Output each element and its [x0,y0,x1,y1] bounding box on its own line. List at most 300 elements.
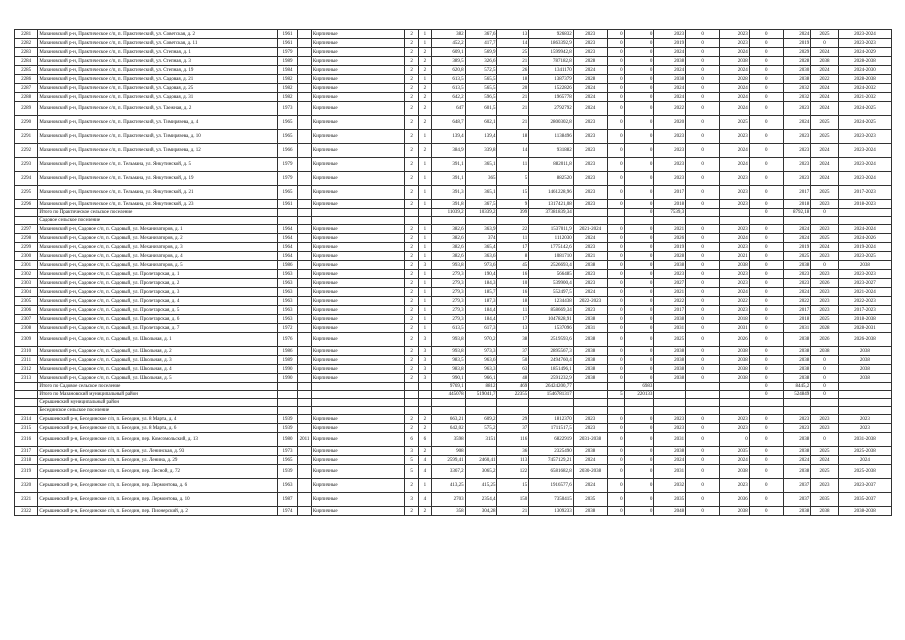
table-cell [298,217,312,225]
table-cell: 2024 [811,456,839,465]
table-cell: 2031-2038 [573,433,607,447]
table-cell: 116 [497,433,529,447]
table-cell: 11039,2 [431,209,465,217]
table-cell: 16 [497,270,529,279]
table-cell: 0 [607,356,624,365]
table-cell: 2299 [15,243,38,252]
table-cell [298,306,312,315]
table-cell: 2026 [811,279,839,288]
table-cell: 1979 [277,48,297,57]
table-cell [573,399,607,407]
table-cell: 2037 [783,493,811,507]
table-cell: 2024-2025 [838,116,891,130]
table-cell: 0 [686,356,720,365]
table-cell: 326,6 [465,57,497,66]
table-cell: 0 [749,465,783,479]
table-cell [298,479,312,493]
table-cell: 2038 [654,447,686,456]
table-cell: 2022 [783,297,811,306]
table-cell [465,407,497,415]
table-cell: 973,6 [465,261,497,270]
table-cell: 2038 [720,507,750,516]
table-cell: 2 [405,306,419,315]
table-cell: Кирпичные [311,243,404,252]
table-cell: 2035-2037 [838,493,891,507]
table-cell: 1 [419,306,432,315]
table-cell: 0 [720,433,750,447]
table-cell: 2038 [811,57,839,66]
table-cell: 539900,4 [529,279,574,288]
table-cell: 185,7 [465,288,497,297]
table-cell: 2024 [573,93,607,102]
table-cell: 2024 [720,66,750,75]
table-cell: Кирпичные [311,415,404,424]
table-cell [298,297,312,306]
table-cell: 569,9 [465,48,497,57]
table-cell: Кирпичные [311,465,404,479]
table-cell: 0 [749,39,783,48]
table-cell: 1965778 [529,93,574,102]
table-cell: 122 [497,465,529,479]
table-cell [607,383,624,391]
table-cell: 11 [497,158,529,172]
table-cell: 2025 [811,130,839,144]
table-cell: Мазановский р-н, Садовое с/п, п. Садовый, ул. Механизаторов, д. 3 [38,243,278,252]
table-cell: 2023-2024 [838,144,891,158]
table-cell [431,217,465,225]
table-cell: 0 [686,130,720,144]
table-cell: 0 [749,347,783,356]
table-cell [811,217,839,225]
table-cell: 0 [624,424,654,433]
table-cell: 18 [497,297,529,306]
table-cell: 0 [686,324,720,333]
table-cell: 2023 [811,200,839,209]
table-cell: Кирпичные [311,144,404,158]
table-cell: 2018 [720,315,750,324]
table-cell: 2792792 [529,102,574,116]
table-cell: 0 [811,39,839,48]
table-cell: 0 [624,116,654,130]
table-row [15,30,892,39]
table-cell [497,217,529,225]
table-cell: 1 [419,324,432,333]
table-cell: 0 [624,288,654,297]
table-cell: Кирпичные [311,172,404,186]
table-cell: 0 [607,365,624,374]
table-cell: 2023 [654,424,686,433]
table-cell [529,217,574,225]
table-cell: 2023 [573,130,607,144]
table-cell: 2024 [783,288,811,297]
table-cell: 391,3 [431,186,465,200]
table-cell: 13 [497,30,529,39]
table-cell: 2018 [783,200,811,209]
table-cell: Мазановский р-н, Садовое с/п, п. Садовый, ул. Школьная, д. 1 [38,333,278,347]
table-row [15,333,892,347]
table-cell: Мазановский р-н, Садовое с/п, п. Садовый, ул. Пролетарская, д. 7 [38,324,278,333]
table-cell: 2024 [573,234,607,243]
table-cell [405,209,419,217]
table-cell: 2800302,8 [529,116,574,130]
table-cell: 2028-2038 [838,75,891,84]
table-cell: 1863392,9 [529,39,574,48]
table-cell: 3 [419,374,432,383]
table-cell: 17 [497,243,529,252]
table-cell: 2 [419,447,432,456]
table-cell [298,200,312,209]
table-cell: 2023 [720,270,750,279]
table-cell: Мазановский р-н, Садовое с/п, п. Садовый, ул. Школьная, д. 5 [38,374,278,383]
table-cell: 1963 [277,297,297,306]
table-cell: 2 [405,158,419,172]
table-cell: 2303 [15,279,38,288]
table-cell: 2024 [783,456,811,465]
table-cell: 2023 [720,479,750,493]
table-cell: 882011,8 [529,158,574,172]
table-cell: 10 [497,279,529,288]
table-cell: Кирпичные [311,356,404,365]
table-cell: 0 [607,297,624,306]
table-cell: 2038 [720,465,750,479]
table-cell: 0 [607,57,624,66]
table-cell: 2023 [720,415,750,424]
table-cell: Серышевский р-н, Бесединское с/п, п. Беседин, пер. Комсомольский, д. 13 [38,433,278,447]
table-cell: 2023 [654,130,686,144]
table-cell: 0 [607,306,624,315]
table-cell: 1964 [277,252,297,261]
table-cell: 6 [419,433,432,447]
table-cell [298,391,312,399]
subtotal-row [15,209,892,217]
table-cell: 1522826 [529,84,574,93]
table-cell: 20 [497,84,529,93]
table-cell: 3 [419,365,432,374]
table-row [15,48,892,57]
table-cell [298,30,312,39]
table-cell: 1976 [277,333,297,347]
table-cell [573,217,607,225]
table-cell: 2026 [811,333,839,347]
table-cell: 6822919 [529,433,574,447]
table-cell: Серышевский р-н, Бесединское с/п, п. Беседин, ул. Ленинская, д. 93 [38,447,278,456]
table-cell: 2023 [573,48,607,57]
table-cell: 0 [624,243,654,252]
table-cell: 0 [749,200,783,209]
table-cell [419,407,432,415]
table-cell: Итого по Садовое сельское поселение [38,383,278,391]
table-cell: 2031-2038 [838,433,891,447]
table-row [15,84,892,93]
table-cell: 2023 [573,144,607,158]
table-cell: 2 [419,66,432,75]
table-cell: 1973 [277,447,297,456]
table-cell: 2022 [811,75,839,84]
table-cell: 2031 [720,324,750,333]
table-cell: 2 [405,479,419,493]
table-cell: 596,5 [465,93,497,102]
table-row [15,479,892,493]
table-cell: 2038 [573,261,607,270]
table-row [15,447,892,456]
table-cell: 0 [686,66,720,75]
table-cell: 0 [686,297,720,306]
table-cell: Кирпичные [311,347,404,356]
table-cell [298,333,312,347]
table-cell: 2302 [15,270,38,279]
table-cell: 2024 [573,84,607,93]
table-cell: 0 [749,186,783,200]
table-cell: 0 [749,66,783,75]
table-cell [277,399,297,407]
table-cell [419,209,432,217]
table-cell: 2 [405,315,419,324]
table-cell: 0 [607,48,624,57]
table-cell [465,217,497,225]
table-cell: 0 [607,415,624,424]
table-cell [298,209,312,217]
table-cell: Мазановский р-н, Практическое с/п, п. Практический, ул. Тимирязева, д. 10 [38,130,278,144]
table-row [15,75,892,84]
table-cell: 2024 [573,102,607,116]
table-cell: 0 [749,102,783,116]
table-cell [686,407,720,415]
table-cell: Кирпичные [311,130,404,144]
table-cell: 1 [419,39,432,48]
table-cell: Мазановский р-н, Практическое с/п, п. Практический, ул. Садовая, д. 21 [38,75,278,84]
table-cell: 0 [749,324,783,333]
table-cell: 4 [419,456,432,465]
table-cell: 2023 [811,415,839,424]
table-cell: 2023 [783,144,811,158]
table-cell: 1 [419,243,432,252]
table-cell: 2024 [720,144,750,158]
table-cell: Мазановский р-н, Практическое с/п, п. Тельмана, ул. Янкутинской, д. 19 [38,172,278,186]
table-cell: 0 [624,479,654,493]
table-cell: 2028-2031 [838,324,891,333]
table-cell: 2024 [838,456,891,465]
table-cell: 0 [686,116,720,130]
table-cell: Кирпичные [311,66,404,75]
table-cell [419,383,432,391]
table-cell: 2023 [720,424,750,433]
table-cell [298,374,312,383]
table-cell: 0 [686,456,720,465]
table-cell: 2023 [720,200,750,209]
table-cell: 1982 [277,93,297,102]
table-cell: 2028 [573,57,607,66]
table-cell: 9 [497,200,529,209]
table-cell: 2038 [654,347,686,356]
table-cell: 2281 [15,30,38,39]
table-cell: 663,21 [431,415,465,424]
table-cell: 2023-2025 [838,252,891,261]
table-cell: 2022-2023 [573,297,607,306]
table-cell: 0 [686,243,720,252]
table-cell: 2 [405,243,419,252]
table-cell: 2325490 [529,447,574,456]
table-cell [15,407,38,415]
table-cell: 2305 [15,297,38,306]
table-cell: 2024 [573,456,607,465]
table-cell: 2038 [783,374,811,383]
table-cell: 0 [607,30,624,39]
table-cell [405,399,419,407]
table-cell: 365,1 [465,186,497,200]
table-cell: 2035 [720,447,750,456]
table-cell: 2023-2024 [838,172,891,186]
table-cell: 2019 [783,39,811,48]
table-cell: 8812 [465,383,497,391]
table-cell [431,399,465,407]
table-cell: 2024-2025 [838,102,891,116]
table-cell: 0 [686,225,720,234]
table-cell: 2024 [720,48,750,57]
table-cell: 0 [607,84,624,93]
table-cell: 2 [405,270,419,279]
table-cell: 3151 [465,433,497,447]
table-cell: 2 [419,424,432,433]
table-cell: 2024 [720,234,750,243]
table-cell: 2023 [783,102,811,116]
table-cell: Кирпичные [311,102,404,116]
table-cell: 6983 [624,383,654,391]
table-cell [298,315,312,324]
table-cell: 391,1 [431,172,465,186]
table-cell: 2038 [811,507,839,516]
table-cell: 2024 [654,93,686,102]
table-cell: 0 [811,209,839,217]
table-cell: 0 [749,288,783,297]
table-cell: 16 [497,288,529,297]
table-cell: Кирпичные [311,433,404,447]
table-cell: 1112030 [529,234,574,243]
table-cell: 2023 [811,479,839,493]
table-cell: 0 [686,75,720,84]
table-cell: 25 [497,48,529,57]
table-cell [298,75,312,84]
table-cell: 2032 [654,479,686,493]
table-row [15,324,892,333]
table-cell: 0 [624,447,654,456]
table-row [15,297,892,306]
table-cell: 1964 [277,243,297,252]
table-cell: 452,2 [431,39,465,48]
table-cell: 601,5 [465,102,497,116]
table-cell: 1965 [277,186,297,200]
table-cell: 7350415 [529,493,574,507]
table-cell: 2 [419,102,432,116]
table-cell: 0 [607,324,624,333]
table-cell: 0 [686,479,720,493]
table-cell: 0 [749,75,783,84]
table-cell: 1047828,91 [529,315,574,324]
table-cell: 2021 [654,288,686,297]
table-cell: 1986 [277,261,297,270]
table-cell: 2023 [838,415,891,424]
table-cell: 2030 [783,66,811,75]
table-cell: 2028 [573,75,607,84]
table-row [15,66,892,75]
table-cell: 2038 [783,75,811,84]
table-cell: 2021-2024 [573,225,607,234]
table-cell: 2038 [573,447,607,456]
table-cell: 2038 [838,356,891,365]
table-cell: 4 [419,465,432,479]
table-cell: 0 [686,433,720,447]
table-cell: 14 [497,39,529,48]
table-cell: 2291 [15,130,38,144]
housing-program-table [14,29,892,516]
table-cell: 2023 [654,270,686,279]
table-cell: 8445,2 [783,383,811,391]
table-cell [465,399,497,407]
table-cell: Садовое сельское поселение [38,217,278,225]
table-cell [298,57,312,66]
table-cell [298,261,312,270]
table-cell: 2023 [811,225,839,234]
table-cell [607,399,624,407]
table-cell: Кирпичные [311,30,404,39]
table-cell [686,399,720,407]
table-cell [298,424,312,433]
table-cell [311,391,404,399]
table-cell: 0 [686,493,720,507]
table-cell: 0 [749,315,783,324]
table-cell: 1851496,1 [529,365,574,374]
table-cell [838,391,891,399]
table-row [15,456,892,465]
table-cell [298,493,312,507]
table-cell: 1973 [277,102,297,116]
table-cell: 1234438 [529,297,574,306]
table-cell: 2023 [783,279,811,288]
table-cell: 279,3 [431,279,465,288]
table-cell [686,209,720,217]
table-cell: Бесединское сельское поселение [38,407,278,415]
table-cell: Кирпичные [311,447,404,456]
table-cell: 2024-2029 [838,48,891,57]
table-cell: 0 [686,48,720,57]
table-cell: 2024 [811,84,839,93]
table-cell: 1812370 [529,415,574,424]
table-cell: 0 [624,347,654,356]
table-row [15,261,892,270]
table-cell: Кирпичные [311,93,404,102]
table-cell: 0 [686,315,720,324]
table-cell: Серышевский р-н, Бесединское с/п, п. Беседин, пер. Лермонтова, д. 10 [38,493,278,507]
table-cell: 0 [607,465,624,479]
table-cell: 2021-2024 [838,288,891,297]
table-cell: 572,5 [465,66,497,75]
table-cell [311,209,404,217]
table-cell [419,399,432,407]
table-cell: 2038 [654,365,686,374]
table-cell: 0 [686,158,720,172]
table-cell: 0 [811,383,839,391]
table-cell: 2 [419,507,432,516]
table-cell: 2 [405,297,419,306]
table-cell: 0 [686,347,720,356]
table-cell [15,391,38,399]
table-cell [405,407,419,415]
table-cell: 21 [497,93,529,102]
table-cell: Кирпичные [311,84,404,93]
table-cell: 2 [405,507,419,516]
table-cell: 2023 [573,279,607,288]
table-cell [298,347,312,356]
table-cell: 1974 [277,507,297,516]
